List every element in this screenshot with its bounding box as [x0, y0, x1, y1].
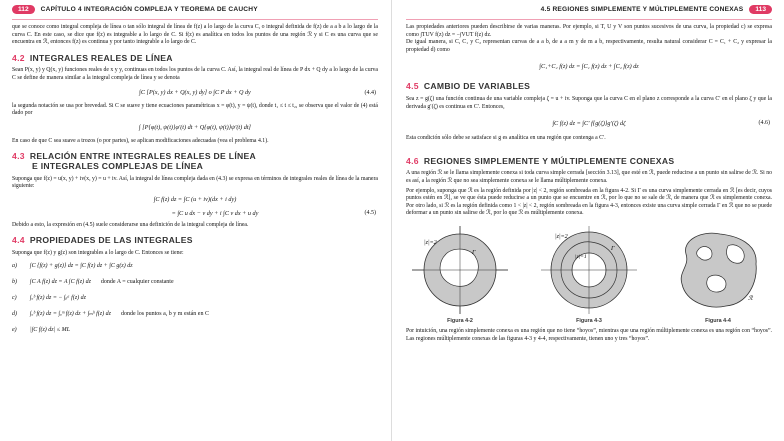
equation-body: ∫C f(z) dz = ∫C (u + iv)(dx + i dy) [153, 195, 237, 203]
equation-sum-curves [406, 57, 772, 75]
section-number: 4.6 [406, 155, 419, 166]
right-page [392, 0, 784, 441]
s43-para-2: Debido a esto, la expresión en (4.5) suele considerarse una definición de la integral compleja de línea. [12, 221, 249, 228]
figure-caption: Figura 4-4 [705, 317, 731, 324]
section-4-5-heading [406, 82, 772, 92]
s45-para-2: Esta condición sólo debe se satisface si g es analítica en una región que contenga a C′. [406, 135, 606, 142]
gamma-label: Γ [472, 249, 476, 256]
equation-4-6 [406, 114, 772, 132]
section-title: CAMBIO DE VARIABLES [423, 81, 531, 92]
inner-circle-label: |z|=1 [575, 253, 587, 260]
property-note: donde los puntos a, b y m están en C [120, 310, 209, 317]
figure-caption: Figura 4-3 [576, 317, 602, 324]
property-label: e) [12, 326, 17, 333]
equation-body: ∫C f(z) dz = ∫C′ f{g(ζ)}g′(ζ) dζ [552, 119, 626, 127]
figure-4-2 [410, 224, 510, 324]
property-expression: ∫ₐᵇ f(z) dz = − ∫ᵦᵃ f(z) dz [30, 294, 87, 301]
property-e [12, 322, 378, 338]
s42-para-2: la segunda notación se usa por brevedad. Si C se suave y tiene ecuaciones paramétricas x = φ(t), y = ψ(t), donde t₁ ≤ t ≤ t₂, se observa que el valor de (4) está dado por [12, 102, 378, 117]
section-title-line-2: E INTEGRALES COMPLEJAS DE LÍNEA [32, 160, 204, 171]
property-note: donde A = cualquier constante [100, 278, 174, 285]
s42-para-3: En caso de que C sea suave a trozos (o por partes), se aplican modificaciones adecuadas (vea el problema 4.1). [12, 137, 269, 144]
property-d [12, 306, 378, 322]
circle-label: |z|=2 [424, 239, 437, 246]
s43-para-1: Suponga que f(z) = u(x, y) + iv(x, y) = u + iv. Así, la integral de línea compleja dada en (4.3) se expresa en términos de integrales reales de línea de la manera siguiente: [12, 175, 378, 190]
figures-row [406, 224, 772, 324]
property-label: a) [12, 262, 17, 269]
left-page-number: 112 [12, 5, 35, 14]
s44-para-1: Suponga que f(z) y g(z) son integrables a lo largo de C. Entonces se tiene: [12, 249, 184, 256]
property-expression: |∫C f(z) dz| ≤ ML [30, 326, 70, 333]
equation-body: ∫C [P(x, y) dx + Q(x, y) dy] o ∫C P dx + Q dy [139, 89, 251, 97]
figure-4-4 [668, 224, 768, 324]
equation-4-4 [12, 86, 378, 100]
equation-tag: (4.5) [364, 210, 376, 217]
equation-tag: (4.4) [364, 89, 376, 96]
section-4-4-heading [12, 236, 378, 246]
right-page-number: 113 [749, 5, 772, 14]
property-label: d) [12, 310, 17, 317]
section-4-2-heading [12, 54, 378, 64]
section-4-6-heading [406, 157, 772, 167]
section-number: 4.2 [12, 52, 25, 63]
equation-body: ∫ [P{φ(t), ψ(t)}φ′(t) dt + Q{φ(t), ψ(t)}ψ′(t) dt] [139, 124, 251, 132]
equation-4-5-line-2 [12, 208, 378, 219]
right-intro-1: Las propiedades anteriores pueden describirse de varias maneras. Por ejemplo, si T, U y V son puntos sucesivos de una curva, la propiedad c) se expresa como ∫TUV f(z) dz = −∫VUT f(z) dz. [406, 24, 772, 38]
equation-param [12, 121, 378, 135]
right-intro-2: De igual manera, si C, C₁ y C₂ representan curvas de a a b, de a a m y de m a b, respectivamente, resulta natural considerar C = C₁ + C₂ y expresar la propiedad d) como [406, 39, 772, 53]
figure-4-4-graphic [668, 224, 768, 316]
figure-caption: Figura 4-2 [447, 317, 473, 324]
s46-para-2: Por ejemplo, suponga que ℛ es la región definida por |z| < 2, región sombreada en la figura 4-2. Si Γ es una curva simplemente cerrada en ℛ [es decir, cuyos puntos estén en ℛ], se ve que ésta puede reducirse a un punto que se encuentre en ℛ, por lo que no se sale de ℛ, de manera que ℛ es simplemente conexa. Por otro lado, si ℛ es la región definida como 1 < |z| < 2, región sombreada en la figura 4-3, entonces existe una curva simple cerrada Γ en ℛ que no se puede deformar a un punto sin salirse de ℛ, por lo que ℛ es múltiplemente conexa. [406, 187, 772, 217]
right-section-title: 4.5 REGIONES SIMPLEMENTE Y MÚLTIPLEMENTE CONEXAS [540, 6, 744, 13]
equation-4-5-line-1 [12, 194, 378, 205]
property-c [12, 290, 378, 306]
section-4-3-heading [12, 152, 378, 171]
section-title: INTEGRALES REALES DE LÍNEA [29, 52, 173, 63]
section-title: RELACIÓN ENTRE INTEGRALES REALES DE LÍNEA [29, 151, 257, 162]
left-intro: que se conoce como integral compleja de línea o tan sólo integral de línea de f(z) a lo largo de la curva C, o integral definida de f(z) de a a b a lo largo de la curva C. En este caso, se dice que f(z) es integrable a lo largo de C. Si f(z) es analítica en todos los puntos de una región ℛ y si C es una curva que se encuentra en ℛ, entonces f(z) es continua y por tanto integrable a lo largo de C. [12, 24, 378, 46]
property-b [12, 274, 378, 290]
property-label: b) [12, 278, 17, 285]
figure-4-3-graphic [539, 224, 639, 316]
equation-body: ∫C₁+C₂ f(z) dz = ∫C₁ f(z) dz + ∫C₂ f(z) dz [539, 62, 639, 70]
right-running-head [406, 0, 772, 20]
left-chapter-title: CAPÍTULO 4 INTEGRACIÓN COMPLEJA Y TEOREMA DE CAUCHY [40, 6, 258, 13]
section-number: 4.5 [406, 81, 419, 92]
left-running-head [12, 0, 378, 20]
property-expression: ∫ₐᵇ f(z) dz = ∫ₐᵐ f(z) dz + ∫ₘᵇ f(z) dz [30, 311, 111, 317]
section-number: 4.3 [12, 151, 25, 162]
s46-para-3: Por intuición, una región simplemente conexa es una región que no tiene “hoyos”, mientras que una región múltiplemente conexa es una región con “hoyos”. Las regiones múltiplemente conexas de las figuras 4-3 y 4-4, respectivamente, tienen uno y tres “hoyos”. [406, 327, 772, 342]
section-title: REGIONES SIMPLEMENTE Y MÚLTIPLEMENTE CONEXAS [423, 155, 675, 166]
equation-body: = ∫C u dx − v dy + i ∫C v dx + u dy [171, 209, 259, 217]
s42-para-1: Sean P(x, y) y Q(x, y) funciones reales de x y y, continuas en todos los puntos de la curva C. Así, la integral real de línea de P dx + Q dy a lo largo de la curva C se define de manera similar a la integral compleja de línea y se denota [12, 67, 378, 81]
property-expression: ∫C A f(z) dz = A ∫C f(z) dz [30, 278, 91, 285]
gamma-label: Γ [611, 245, 615, 252]
property-expression: ∫C {f(z) + g(z)} dz = ∫C f(z) dz + ∫C g(z) dz [30, 262, 133, 269]
equation-tag: (4.6) [758, 120, 770, 127]
region-label: ℛ [748, 295, 753, 302]
figure-4-2-graphic [410, 224, 510, 316]
outer-circle-label: |z|=2 [555, 233, 568, 240]
property-label: c) [12, 294, 17, 301]
s46-para-1: A una región ℛ se le llama simplemente conexa si toda curva simple cerrada [sección 3.13], que esté en ℛ, puede reducirse a un punto sin salirse de ℛ. Si no es así, a la región ℛ que no sea simplemente conexa se le llama múltiplemente conexa. [406, 170, 772, 184]
figure-4-3 [539, 224, 639, 324]
property-a [12, 258, 378, 274]
section-title: PROPIEDADES DE LAS INTEGRALES [29, 235, 193, 246]
s45-para-1: Sea z = g(ζ) una función continua de una variable compleja ζ = u + iv. Suponga que la curva C en el plano z corresponde a la curva C′ en el plano ζ y que la derivada g′(ζ) es continua en C′. Entonces, [406, 95, 772, 110]
section-number: 4.4 [12, 235, 25, 246]
